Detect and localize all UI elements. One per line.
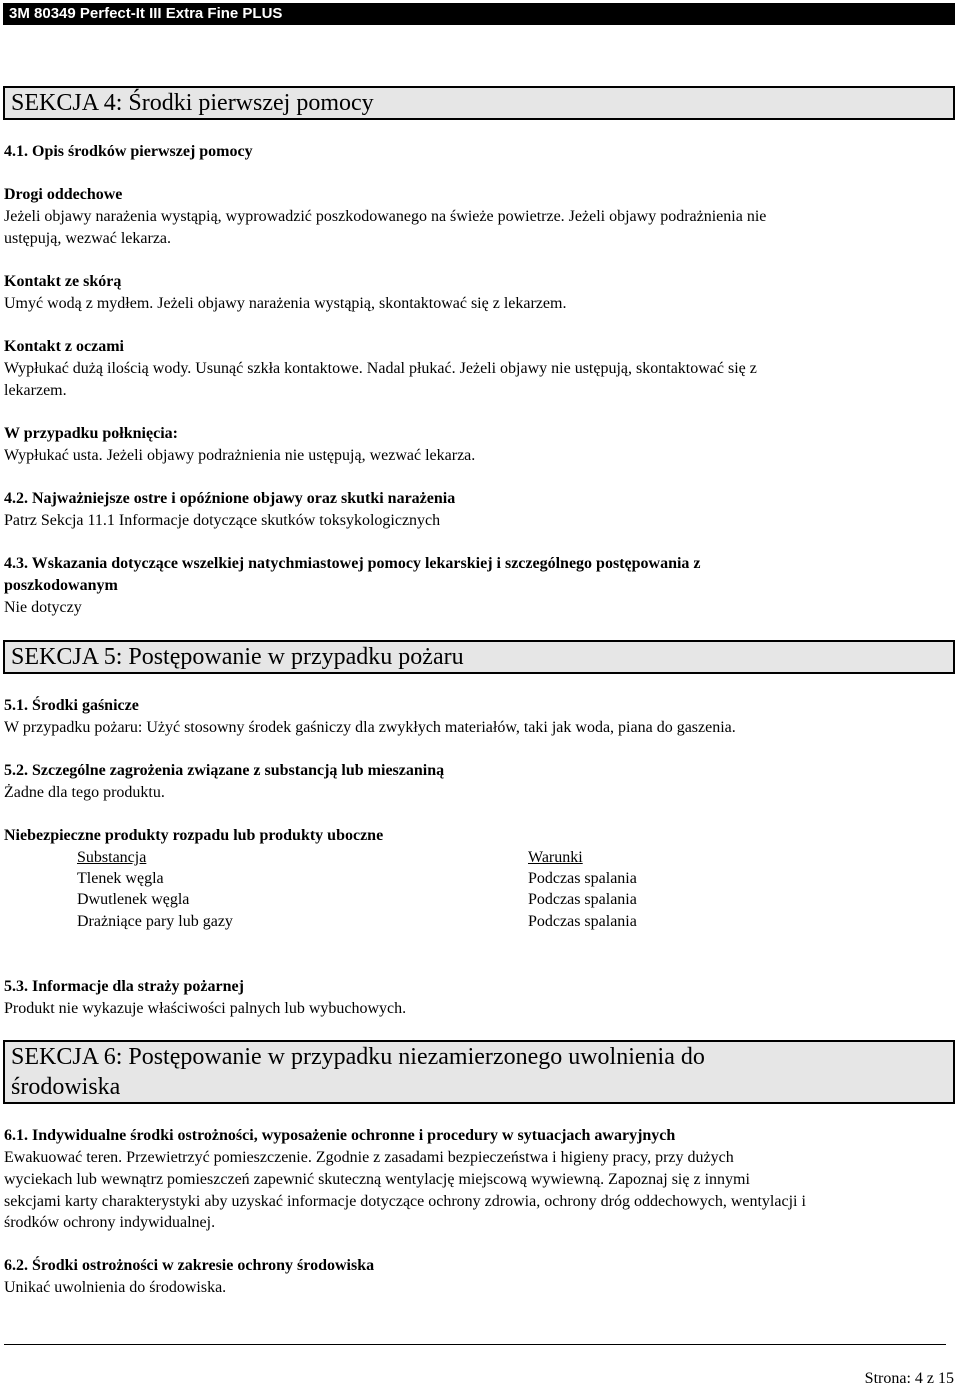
subsection-5-1-text: W przypadku pożaru: Użyć stosowny środek gaśniczy dla zwykłych materiałów, taki jak woda, piana do gaszenia. xyxy=(4,719,736,736)
table-cell-condition: Podczas spalania xyxy=(528,891,637,908)
respiratory-text-line-1: Jeżeli objawy narażenia wystąpią, wyprowadzić poszkodowanego na świeże powietrze. Jeżeli objawy podrażnienia nie xyxy=(4,208,767,225)
section-6-title-line-2: środowiska xyxy=(11,1074,121,1100)
subsection-4-2-text: Patrz Sekcja 11.1 Informacje dotyczące skutków toksykologicznych xyxy=(4,512,441,529)
subsection-5-1-heading: 5.1. Środki gaśnicze xyxy=(4,697,139,714)
table-cell-substance: Drażniące pary lub gazy xyxy=(77,913,233,930)
table-cell-substance: Tlenek węgla xyxy=(77,870,164,887)
table-header-substance: Substancja xyxy=(77,849,147,866)
page-number: Strona: 4 z 15 xyxy=(864,1370,954,1387)
section-4-title: SEKCJA 4: Środki pierwszej pomocy xyxy=(3,86,955,120)
document-header: 3M 80349 Perfect-It III Extra Fine PLUS xyxy=(3,3,955,25)
table-cell-condition: Podczas spalania xyxy=(528,870,637,887)
section-6-title-line-1: SEKCJA 6: Postępowanie w przypadku niezamierzonego uwolnienia do xyxy=(11,1044,705,1070)
eye-contact-text-line-1: Wypłukać dużą ilością wody. Usunąć szkła kontaktowe. Nadal płukać. Jeżeli objawy nie ustępują, skontaktować się z xyxy=(4,360,757,377)
eye-contact-text-line-2: lekarzem. xyxy=(4,382,67,399)
ingestion-heading: W przypadku połknięcia: xyxy=(4,425,178,442)
respiratory-heading: Drogi oddechowe xyxy=(4,186,123,203)
subsection-6-1-text-line-2: wyciekach lub wewnątrz pomieszczeń zapewnić skuteczną wentylację miejscową wywiewną. Zapoznaj się z innymi xyxy=(4,1171,750,1188)
subsection-4-3-heading-line-2: poszkodowanym xyxy=(4,577,118,594)
section-5-title: SEKCJA 5: Postępowanie w przypadku pożaru xyxy=(3,640,955,674)
skin-contact-heading: Kontakt ze skórą xyxy=(4,273,122,290)
subsection-5-3-text: Produkt nie wykazuje właściwości palnych lub wybuchowych. xyxy=(4,1000,407,1017)
subsection-6-2-text: Unikać uwolnienia do środowiska. xyxy=(4,1279,227,1296)
subsection-4-3-heading-line-1: 4.3. Wskazania dotyczące wszelkiej natychmiastowej pomocy lekarskiej i szczególnego postępowania z xyxy=(4,555,701,572)
ingestion-text: Wypłukać usta. Jeżeli objawy podrażnienia nie ustępują, wezwać lekarza. xyxy=(4,447,476,464)
subsection-6-1-text-line-4: środków ochrony indywidualnej. xyxy=(4,1214,216,1231)
table-header-conditions: Warunki xyxy=(528,849,583,866)
subsection-6-1-text-line-3: sekcjami karty charakterystyki aby uzyskać informacje dotyczące ochrony zdrowia, ochrony dróg oddechowych, wentylacji i xyxy=(4,1193,806,1210)
respiratory-text-line-2: ustępują, wezwać lekarza. xyxy=(4,230,172,247)
eye-contact-heading: Kontakt z oczami xyxy=(4,338,124,355)
table-cell-condition: Podczas spalania xyxy=(528,913,637,930)
footer-divider xyxy=(4,1344,946,1345)
subsection-5-2-heading: 5.2. Szczególne zagrożenia związane z substancją lub mieszaniną xyxy=(4,762,445,779)
table-cell-substance: Dwutlenek węgla xyxy=(77,891,190,908)
subsection-5-2-text: Żadne dla tego produktu. xyxy=(4,784,165,801)
subsection-4-2-heading: 4.2. Najważniejsze ostre i opóźnione objawy oraz skutki narażenia xyxy=(4,490,456,507)
subsection-4-3-text: Nie dotyczy xyxy=(4,599,82,616)
subsection-6-1-heading: 6.1. Indywidualne środki ostrożności, wyposażenie ochronne i procedury w sytuacjach awaryjnych xyxy=(4,1127,676,1144)
hazardous-products-heading: Niebezpieczne produkty rozpadu lub produkty uboczne xyxy=(4,827,384,844)
subsection-4-1-heading: 4.1. Opis środków pierwszej pomocy xyxy=(4,143,253,160)
subsection-5-3-heading: 5.3. Informacje dla straży pożarnej xyxy=(4,978,244,995)
skin-contact-text: Umyć wodą z mydłem. Jeżeli objawy narażenia wystąpią, skontaktować się z lekarzem. xyxy=(4,295,567,312)
section-6-title xyxy=(3,1040,955,1104)
subsection-6-1-text-line-1: Ewakuować teren. Przewietrzyć pomieszczenie. Zgodnie z zasadami bezpieczeństwa i higieny pracy, przy dużych xyxy=(4,1149,734,1166)
subsection-6-2-heading: 6.2. Środki ostrożności w zakresie ochrony środowiska xyxy=(4,1257,375,1274)
